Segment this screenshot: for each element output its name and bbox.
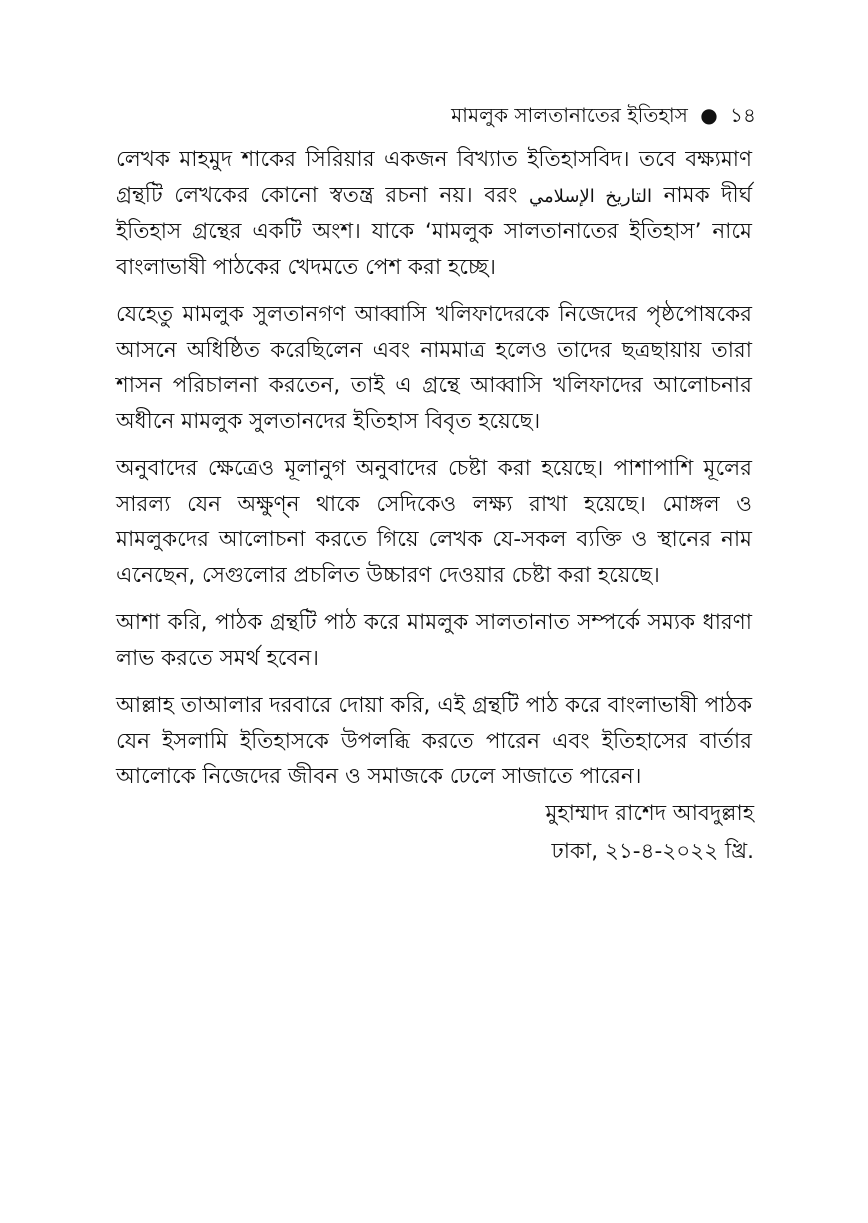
page-number: ১৪ [730, 103, 756, 127]
paragraph-2: যেহেতু মামলুক সুলতানগণ আব্বাসি খলিফাদেরকে নিজেদের পৃষ্ঠপোষকের আসনে অধিষ্ঠিত করেছিলেন এবং নামমাত্র হলেও তাদের ছত্রছায়ায় তারা শাসন পরিচালনা করতেন, তাই এ গ্রন্থে আব্বাসি খলিফাদের আলোচনার অধীনে মামলুক সুলতানদের ইতিহাস বিবৃত হয়েছে। [116, 302, 752, 434]
paragraph-1 [116, 142, 752, 285]
signature-block [545, 795, 754, 871]
running-header [451, 101, 756, 129]
translator-name: মুহাম্মাদ রাশেদ আবদুল্লাহ [545, 801, 754, 826]
paragraph-1-after: নামক দীর্ঘ ইতিহাস গ্রন্থের একটি অংশ। যাকে ‘মামলুক সালতানাতের ইতিহাস’ নামে বাংলাভাষী পাঠকের খেদমতে পেশ করা হচ্ছে। [116, 182, 752, 280]
paragraph-4: আশা করি, পাঠক গ্রন্থটি পাঠ করে মামলুক সালতানাত সম্পর্কে সম্যক ধারণা লাভ করতে সমর্থ হবেন। [116, 610, 752, 671]
book-title: মামলুক সালতানাতের ইতিহাস [451, 103, 688, 127]
paragraph-1-before: লেখক মাহমুদ শাকের সিরিয়ার একজন বিখ্যাত ইতিহাসবিদ। তবে বক্ষ্যমাণ গ্রন্থটি লেখকের কোনো স্বতন্ত্র রচনা নয়। বরং [116, 147, 752, 208]
arabic-book-title: التاريخ الإسلامي [528, 185, 652, 207]
paragraph-3: অনুবাদের ক্ষেত্রেও মূলানুগ অনুবাদের চেষ্টা করা হয়েছে। পাশাপাশি মূলের সারল্য যেন অক্ষুণ্ন থাকে সেদিকেও লক্ষ্য রাখা হয়েছে। মোঙ্গল ও মামলুকদের আলোচনা করতে গিয়ে লেখক যে-সকল ব্যক্তি ও স্থানের নাম এনেছেন, সেগুলোর প্রচলিত উচ্চারণ দেওয়ার চেষ্টা করা হয়েছে। [116, 456, 752, 588]
paragraph-5: আল্লাহ তাআলার দরবারে দোয়া করি, এই গ্রন্থটি পাঠ করে বাংলাভাষী পাঠক যেন ইসলামি ইতিহাসকে উপলব্ধি করতে পারেন এবং ইতিহাসের বার্তার আলোকে নিজেদের জীবন ও সমাজকে ঢেলে সাজাতে পারেন। [116, 693, 752, 789]
body-text [116, 142, 752, 807]
header-separator: ● [700, 103, 718, 127]
place-date: ঢাকা, ২১-৪-২০২২ খ্রি. [551, 839, 754, 864]
